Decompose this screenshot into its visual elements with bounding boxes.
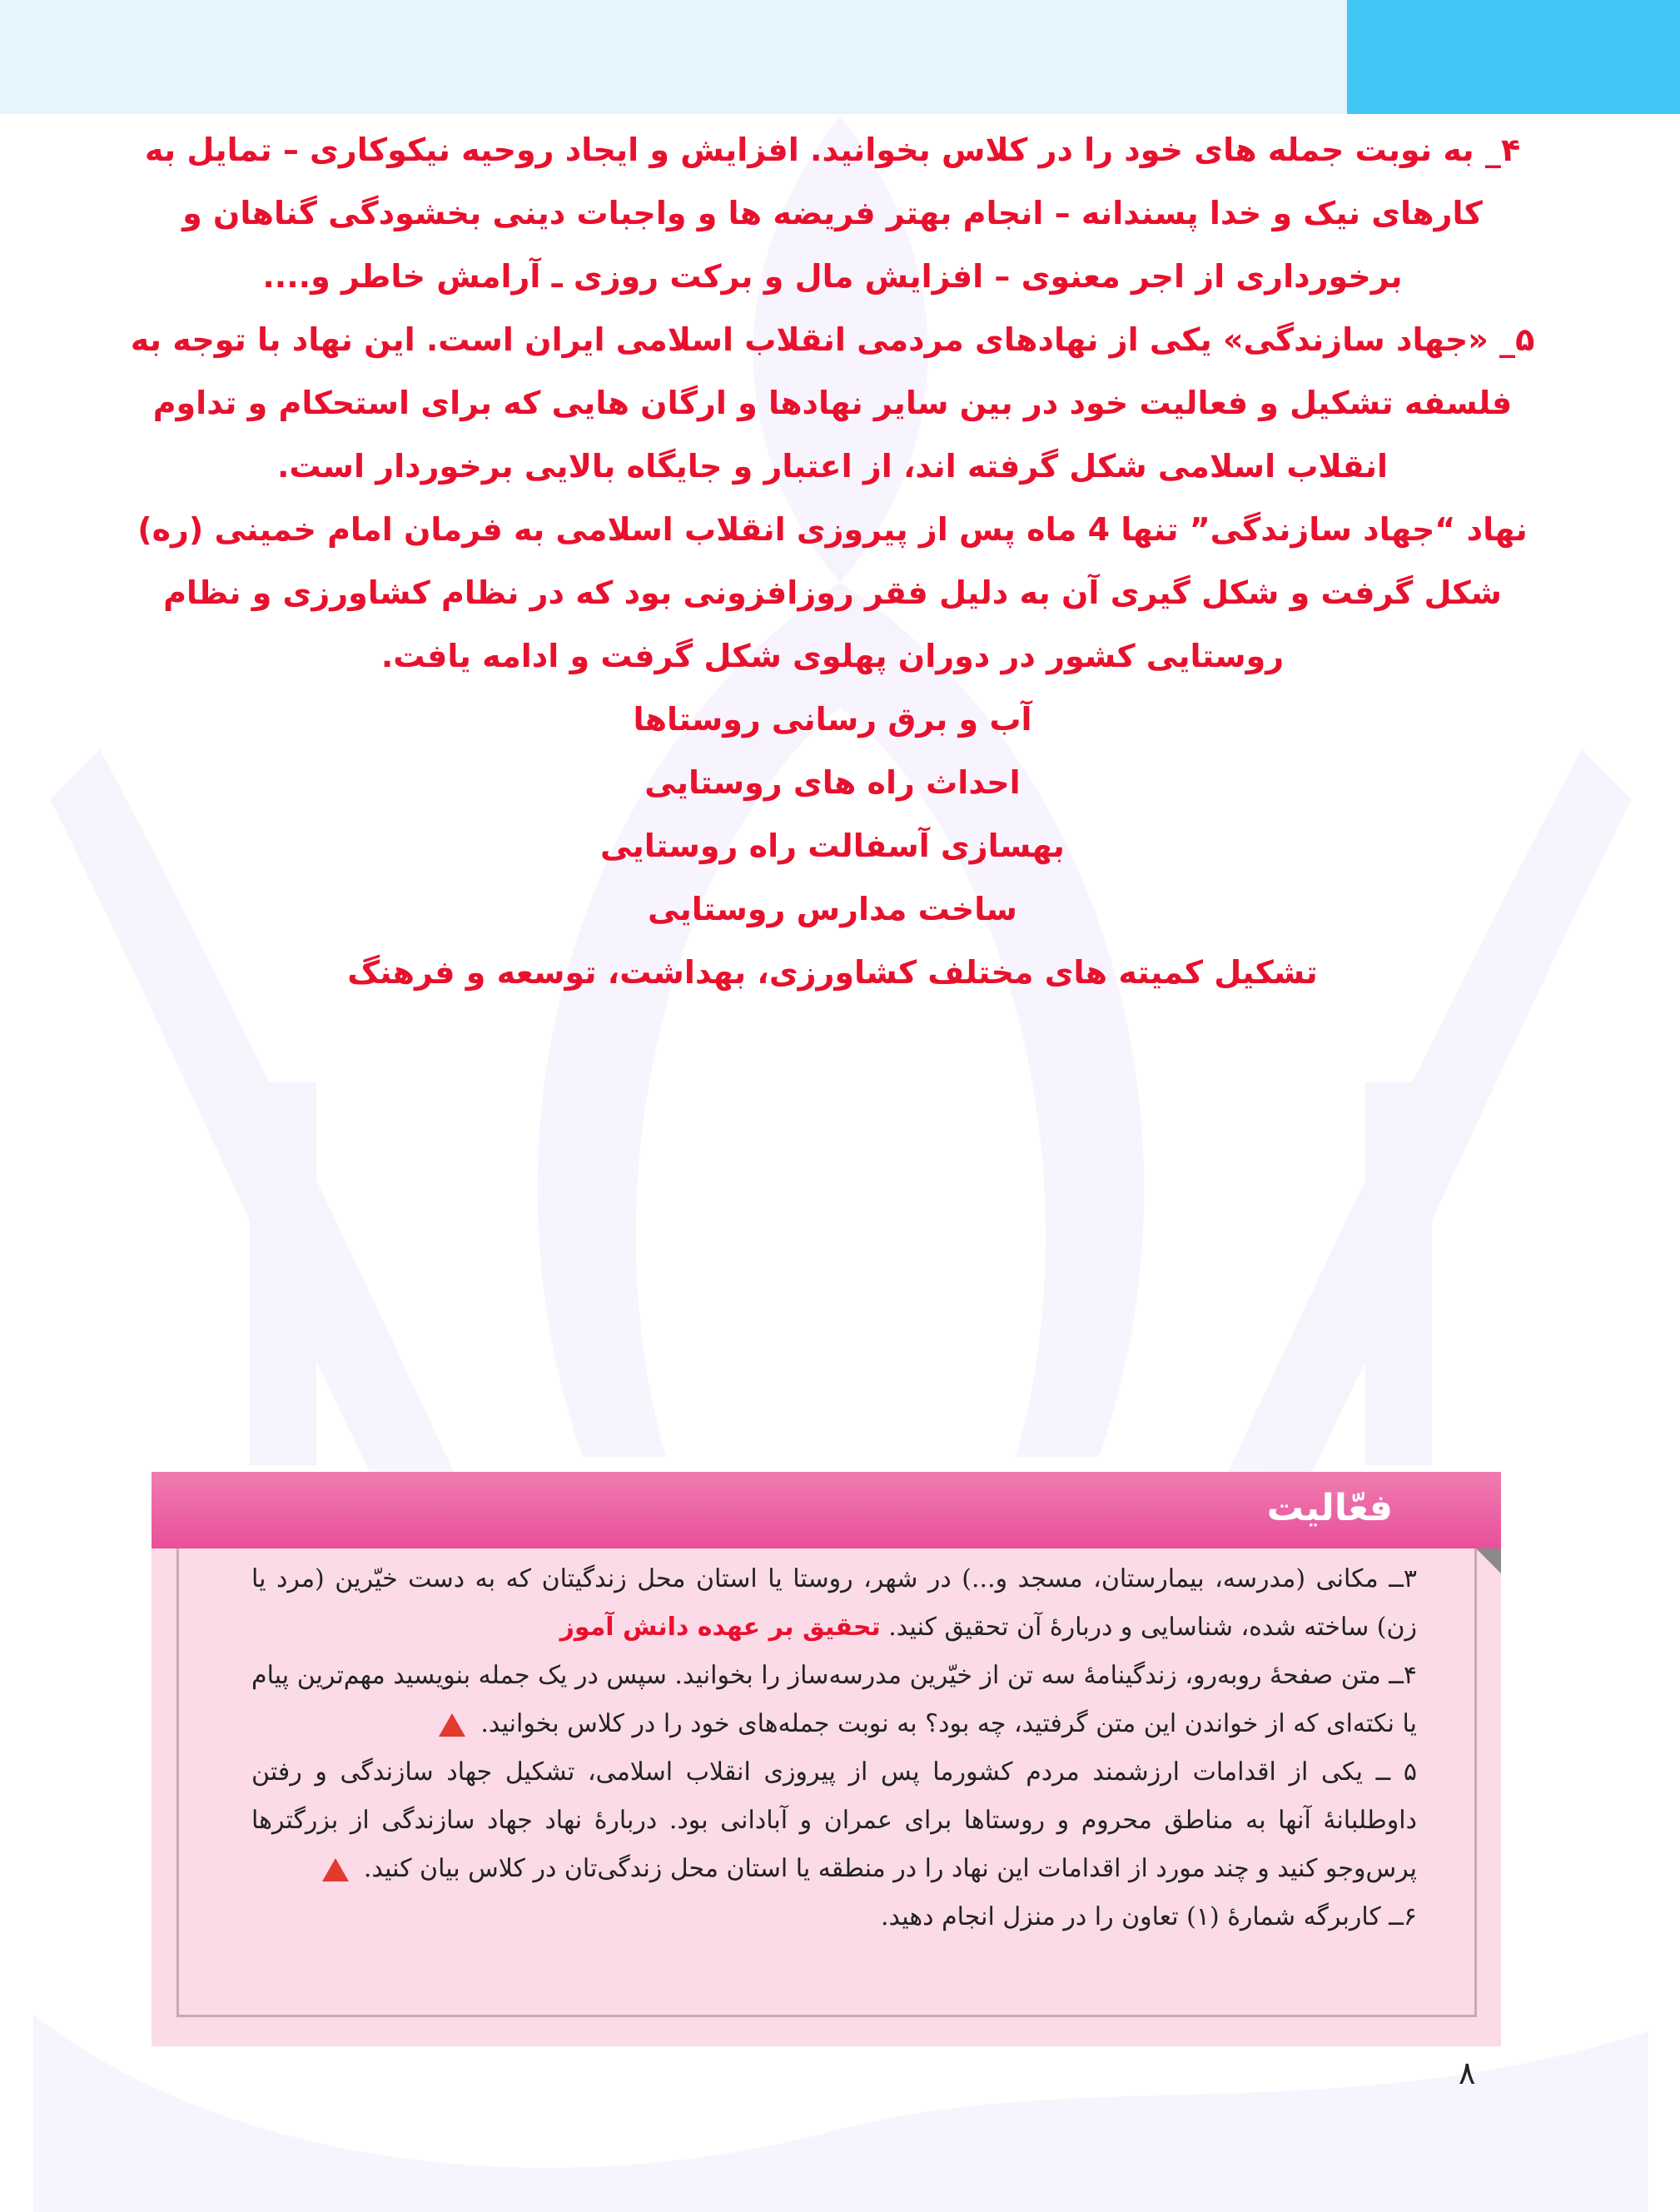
- activity-item-4: [251, 1652, 1417, 1748]
- top-banner-accent: [1347, 0, 1680, 114]
- answer-list-item: ساخت مدارس روستایی: [648, 891, 1017, 927]
- activity-corner-fold: [1476, 1548, 1501, 1573]
- answer-list-item: بهسازی آسفالت راه روستایی: [600, 828, 1065, 864]
- warning-triangle-icon: [439, 1713, 465, 1737]
- answer-list-item: احداث راه های روستایی: [644, 764, 1021, 801]
- answer-jahad-history: نهاد “جهاد سازندگی” تنها 4 ماه پس از پیروزی انقلاب اسلامی به فرمان امام خمینی (ره) شکل گرفت و شکل گیری آن به دلیل فقر روزافزونی بود که در نظام کشاورزی و نظام روستایی کشور در دوران پهلوی شکل گرفت و ادامه یافت.: [137, 511, 1528, 674]
- page-number: ۸: [1459, 2055, 1476, 2091]
- activity-item-6: ۶ــ کاربرگه شمارهٔ (۱) تعاون را در منزل انجام دهید.: [881, 1902, 1417, 1931]
- top-banner: [0, 0, 1680, 114]
- activity-item-5: [251, 1748, 1417, 1893]
- activity-item-5-text: ۵ ــ یکی از اقدامات ارزشمند مردم کشورما پس از پیروزی انقلاب اسلامی، تشکیل جهاد سازندگی و رفتن داوطلبانهٔ آنها به مناطق محروم و روستاها برای عمران و آبادانی بود. دربارهٔ نهاد جهاد سازندگی از بزرگترها پرس‌وجو کنید و چند مورد از اقدامات این نهاد را در منطقه یا استان محل زندگی‌تان در کلاس بیان کنید.: [251, 1757, 1417, 1883]
- activity-item-4-text: ۴ــ متن صفحهٔ روبه‌رو، زندگینامهٔ سه تن از خیّرین مدرسه‌ساز را بخوانید. سپس در یک جمله بنویسید مهم‌ترین پیام یا نکته‌ای که از خواندن این متن گرفتید، چه بود؟ به نوبت جمله‌های خود را در کلاس بخوانید.: [251, 1661, 1417, 1738]
- answer-block: [125, 118, 1540, 1004]
- activity-header: [152, 1472, 1501, 1548]
- answer-item-5: ۵_ «جهاد سازندگی» یکی از نهادهای مردمی انقلاب اسلامی ایران است. این نهاد با توجه به فلسفه تشکیل و فعالیت خود در بین سایر نهادها و ارگان هایی که برای استحکام و تداوم انقلاب اسلامی شکل گرفته اند، از اعتبار و جایگاه بالایی برخوردار است.: [130, 321, 1535, 485]
- activity-title: فعّالیت: [1266, 1487, 1393, 1529]
- activity-box: [152, 1472, 1501, 2046]
- activity-item-3: [251, 1555, 1417, 1652]
- answer-item-4: ۴_ به نوبت جمله های خود را در کلاس بخوانید. افزایش و ایجاد روحیه نیکوکاری – تمایل به کارهای نیک و خدا پسندانه – انجام بهتر فریضه ها و واجبات دینی بخشودگی گناهان و برخورداری از اجر معنوی – افزایش مال و برکت روزی ـ آرامش خاطر و....: [144, 132, 1521, 295]
- answer-list-item: تشکیل کمیته های مختلف کشاورزی، بهداشت، توسعه و فرهنگ: [347, 954, 1318, 991]
- answer-list-item: آب و برق رسانی روستاها: [633, 701, 1032, 738]
- activity-body: [251, 1555, 1417, 1941]
- activity-item-3-note: تحقیق بر عهده دانش آموز: [559, 1613, 881, 1642]
- warning-triangle-icon: [322, 1858, 349, 1881]
- activity-item-3-text: ۳ــ مکانی (مدرسه، بیمارستان، مسجد و...) در شهر، روستا یا استان محل زندگیتان که به دست خیّرین (مرد یا زن) ساخته شده، شناسایی و دربارهٔ آن تحقیق کنید.: [251, 1564, 1417, 1642]
